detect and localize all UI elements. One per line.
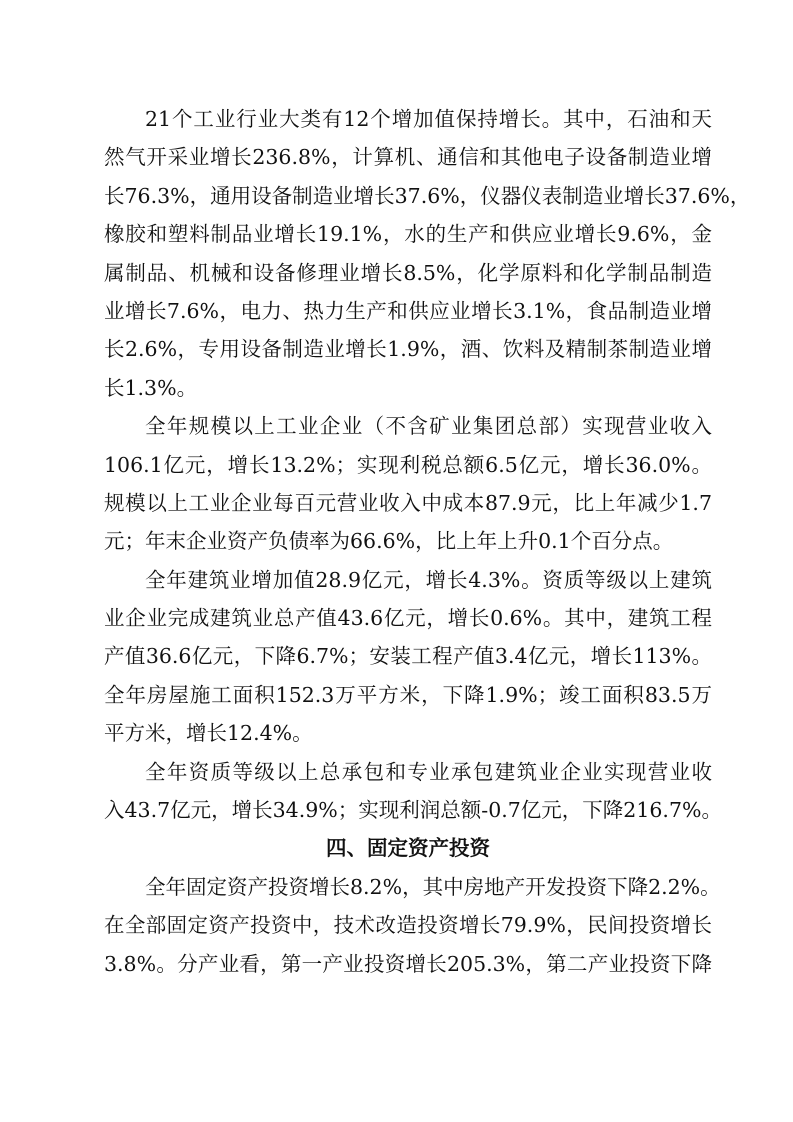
text-line: 入43.7亿元，增长34.9%；实现利润总额-0.7亿元，下降216.7%。 <box>104 798 722 823</box>
text-line: 全年固定资产投资增长8.2%，其中房地产开发投资下降2.2%。 <box>145 874 721 899</box>
text-line: 全年资质等级以上总承包和专业承包建筑业企业实现营业收 <box>145 759 712 784</box>
text-line: 属制品、机械和设备修理业增长8.5%，化学原料和化学制品制造 <box>104 260 712 285</box>
paragraph-enterprise-revenue <box>104 407 712 561</box>
paragraph-industry-growth <box>104 100 751 407</box>
section-heading: 四、固定资产投资 <box>326 836 490 861</box>
paragraph-construction <box>104 561 712 753</box>
text-line: 业企业完成建筑业总产值43.6亿元，增长0.6%。其中，建筑工程 <box>104 606 712 631</box>
text-line: 长2.6%，专用设备制造业增长1.9%，酒、饮料及精制茶制造业增 <box>104 337 712 362</box>
paragraph-fixed-asset-investment <box>104 868 721 983</box>
text-line: 全年规模以上工业企业（不含矿业集团总部）实现营业收入 <box>145 414 712 439</box>
text-line: 平方米，增长12.4%。 <box>104 721 313 746</box>
text-line: 长76.3%，通用设备制造业增长37.6%，仪器仪表制造业增长37.6%， <box>104 183 751 208</box>
text-line: 然气开采业增长236.8%，计算机、通信和其他电子设备制造业增 <box>104 145 712 170</box>
paragraph-construction-revenue <box>104 753 722 830</box>
text-line: 在全部固定资产投资中，技术改造投资增长79.9%，民间投资增长 <box>104 913 712 938</box>
text-line: 全年房屋施工面积152.3万平方米，下降1.9%；竣工面积83.5万 <box>104 682 712 707</box>
text-line: 产值36.6亿元，下降6.7%；安装工程产值3.4亿元，增长113%。 <box>104 644 712 669</box>
body-text <box>104 100 751 983</box>
text-line: 橡胶和塑料制品业增长19.1%，水的生产和供应业增长9.6%，金 <box>104 222 712 247</box>
text-line: 元；年末企业资产负债率为66.6%，比上年上升0.1个百分点。 <box>104 529 674 554</box>
text-line: 106.1亿元，增长13.2%；实现利税总额6.5亿元，增长36.0%。 <box>104 452 712 477</box>
text-line: 规模以上工业企业每百元营业收入中成本87.9元，比上年减少1.7 <box>104 490 712 515</box>
text-line: 业增长7.6%，电力、热力生产和供应业增长3.1%，食品制造业增 <box>104 298 712 323</box>
text-line: 长1.3%。 <box>104 375 198 400</box>
text-line: 3.8%。分产业看，第一产业投资增长205.3%，第二产业投资下降 <box>104 951 712 976</box>
text-line: 21个工业行业大类有12个增加值保持增长。其中，石油和天 <box>145 107 712 131</box>
text-line: 全年建筑业增加值28.9亿元，增长4.3%。资质等级以上建筑 <box>145 567 712 592</box>
